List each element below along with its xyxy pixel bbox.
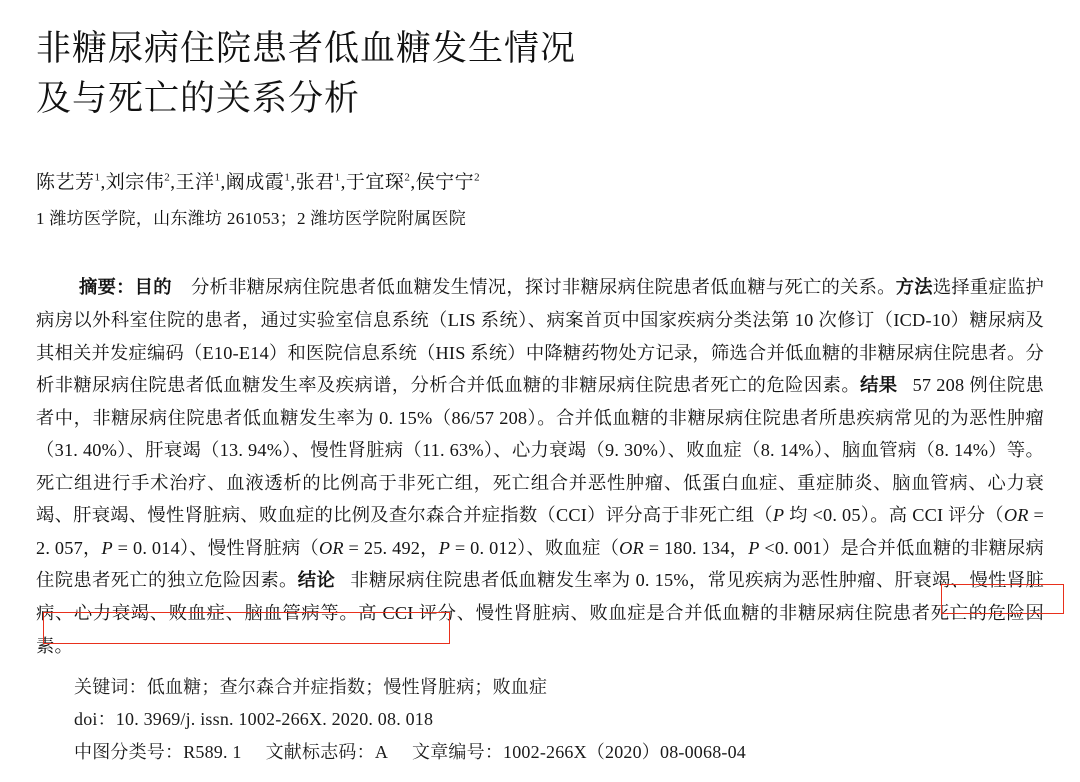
classification-footer [36, 737, 1044, 769]
abstract-results-e: = 25. 492， [343, 537, 439, 558]
abstract-purpose: 分析非糖尿病住院患者低血糖发生情况，探讨非糖尿病住院患者低血糖与死亡的关系。 [191, 277, 896, 298]
clc-value: R589. 1 [183, 742, 242, 763]
author-name: 于宜琛 [345, 172, 405, 194]
author-separator: , [100, 172, 106, 194]
page-title [36, 18, 1044, 123]
author-affil-marker: 1 [214, 172, 221, 185]
author-name: 刘宗伟 [105, 172, 165, 194]
author-name: 阚成霞 [225, 172, 285, 194]
abstract-results-c: = 2. 057， [36, 505, 1045, 558]
author-name: 侯宁宁 [415, 172, 475, 194]
keywords [36, 672, 1044, 704]
author-separator: , [290, 172, 296, 194]
affiliation: 1 潍坊医学院，山东潍坊 261053；2 潍坊医学院附属医院 [36, 208, 467, 228]
author-separator: , [220, 172, 226, 194]
author-separator: , [170, 172, 176, 194]
author-name: 张君 [295, 172, 335, 194]
results-label: 结果 [860, 375, 898, 396]
doc-code-value: A [374, 742, 389, 763]
stat-symbol-p: P [101, 537, 113, 558]
author-separator: , [340, 172, 346, 194]
abstract-results-b: 均 <0. 05）。高 CCI 评分（ [784, 505, 1004, 526]
stat-symbol-or: OR [1003, 505, 1029, 526]
abstract-methods: 选择重症监护病房以外科室住院的患者，通过实验室信息系统（LIS 系统）、病案首页中国家疾病分类法第 10 次修订（ICD-10）糖尿病及其相关并发症编码（E10-E14）和医院信息系统（HIS 系统）中降糖药物处方记录，筛选合并低血糖的非糖尿病住院患者。分析非糖尿病住院患者低血糖发生率及疾病谱，分析合并低血糖的非糖尿病住院患者死亡的危险因素。 [36, 277, 1045, 396]
stat-symbol-or: OR [619, 537, 644, 558]
stat-symbol-p: P [438, 537, 451, 558]
author-list [36, 169, 1044, 198]
stat-symbol-p: P [748, 537, 760, 558]
stat-symbol-p: P [772, 505, 785, 526]
methods-label: 方法 [895, 277, 933, 298]
abstract-results-a: 57 208 例住院患者中，非糖尿病住院患者低血糖发生率为 0. 15%（86/57 208）。合并低血糖的非糖尿病住院患者所患疾病常见的为恶性肿瘤（31. 40%）、肝衰竭（13. 94%）、慢性肾脏病（11. 63%）、心力衰竭（9. 30%）、败血症（8. 14%）、脑血管病（8. 14%）等。死亡组进行手术治疗、血液透析的比例高于非死亡组，死亡组合并恶性肿瘤、低蛋白血症、重症肺炎、脑血管病、心力衰竭、肝衰竭、慢性肾脏病、败血症的比例及查尔森合并症指数（CCI）评分高于非死亡组（ [36, 375, 1044, 526]
author-affil-marker: 2 [404, 172, 411, 185]
abstract-results-g: = 180. 134， [643, 537, 749, 558]
title-line-1: 非糖尿病住院患者低血糖发生情况 [36, 29, 577, 68]
abstract-label: 摘要：目的 [79, 277, 172, 298]
author-affil-marker: 1 [334, 172, 341, 185]
author-name: 陈艺芳 [36, 172, 95, 194]
author-affil-marker: 2 [474, 172, 481, 185]
article-id-label: 文章编号： [412, 742, 504, 763]
author-affil-marker: 1 [94, 172, 101, 185]
doc-code-label: 文献标志码： [265, 742, 375, 763]
keywords-value: 低血糖；查尔森合并症指数；慢性肾脏病；败血症 [146, 677, 548, 698]
conclusion-label: 结论 [297, 570, 336, 591]
abstract-conclusion: 非糖尿病住院患者低血糖发生率为 0. 15%，常见疾病为恶性肿瘤、肝衰竭、慢性肾脏病、心力衰竭、败血症、脑血管病等。高 CCI 评分、慢性肾脏病、败血症是合并低血糖的非糖尿病住院患者死亡的危险因素。 [36, 570, 1045, 656]
title-line-2: 及与死亡的关系分析 [36, 78, 361, 118]
keywords-label: 关键词： [74, 677, 147, 698]
author-separator: , [410, 172, 416, 194]
author-affil-marker: 1 [284, 172, 291, 185]
stat-symbol-or: OR [318, 537, 344, 558]
abstract-results-f: = 0. 012）、败血症（ [450, 537, 620, 558]
doi: doi：10. 3969/j. issn. 1002-266X. 2020. 08. 018 [74, 708, 434, 729]
clc-label: 中图分类号： [74, 742, 184, 763]
author-affil-marker: 2 [164, 172, 171, 185]
abstract-results-d: = 0. 014）、慢性肾脏病（ [112, 537, 319, 558]
author-name: 王洋 [175, 172, 215, 194]
abstract-results-h: <0. 001）是合并低血糖的非糖尿病住院患者死亡的独立危险因素。 [36, 537, 1044, 591]
abstract-body [36, 271, 1044, 662]
article-id-value: 1002-266X（2020）08-0068-04 [503, 742, 746, 763]
